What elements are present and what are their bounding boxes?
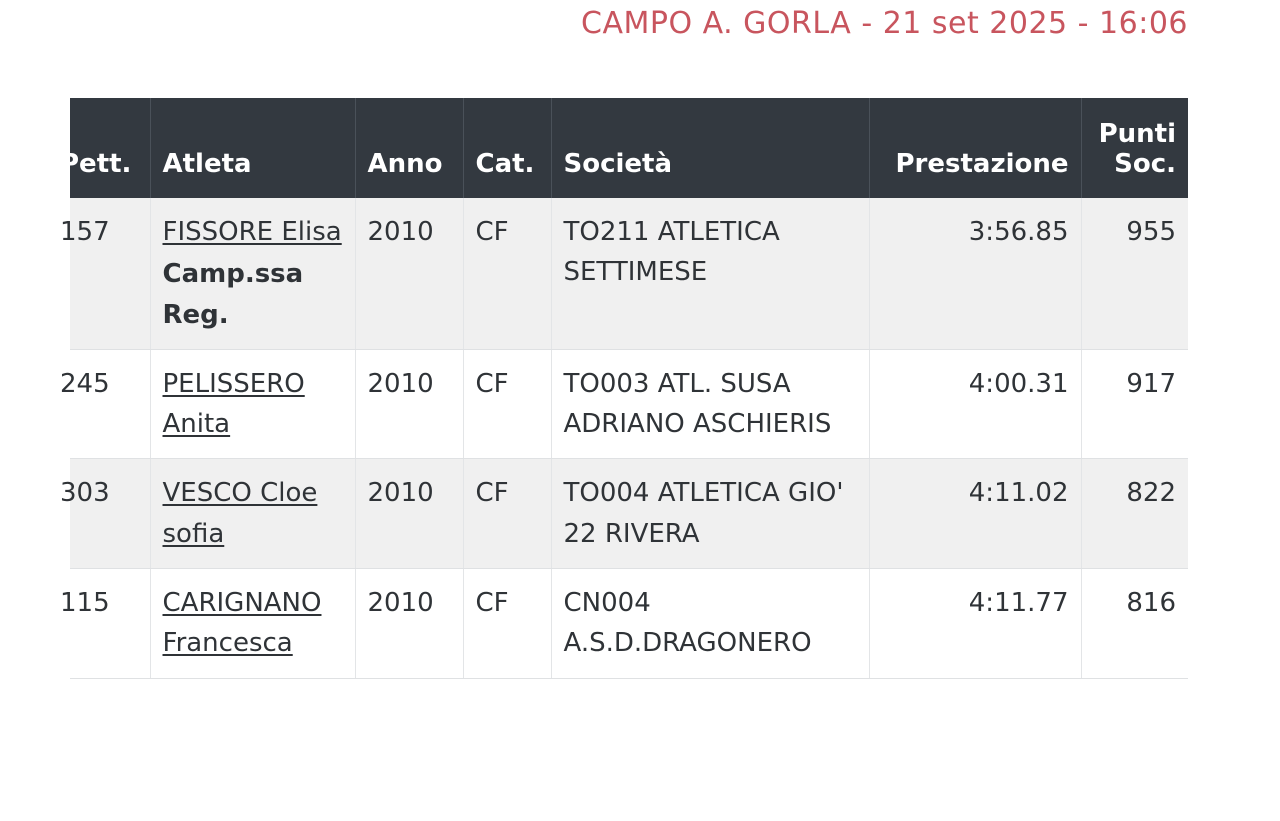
column-header-prestazione[interactable] (869, 98, 1081, 198)
table-row (70, 459, 1188, 569)
column-header-atleta-label: Atleta (162, 149, 252, 180)
table-row (70, 349, 1188, 459)
results-table-container (60, 98, 1188, 679)
cell-societa: TO004 ATLETICA GIO' 22 RIVERA (551, 459, 869, 569)
column-header-anno[interactable] (355, 98, 463, 198)
table-body (60, 198, 1188, 678)
cell-cat: CF (463, 349, 551, 459)
cell-prestazione: 4:11.77 (869, 569, 1081, 679)
column-header-pett[interactable] (60, 98, 150, 198)
cell-atleta (150, 459, 355, 569)
cell-cat: CF (463, 198, 551, 349)
column-header-cat[interactable] (463, 98, 551, 198)
cell-punti-soc: 917 (1081, 349, 1188, 459)
cell-pett (60, 349, 150, 459)
athlete-link[interactable]: CARIGNANO Francesca (162, 588, 322, 659)
cell-atleta (150, 569, 355, 679)
athlete-link[interactable]: FISSORE Elisa (162, 217, 342, 247)
pett-value: 245 (60, 368, 110, 399)
table-row (70, 569, 1188, 679)
column-header-atleta[interactable] (150, 98, 355, 198)
pett-value: 157 (60, 217, 110, 247)
results-table (60, 98, 1188, 679)
cell-punti-soc: 816 (1081, 569, 1188, 679)
cell-anno: 2010 (355, 569, 463, 679)
column-header-anno-label: Anno (367, 149, 443, 180)
athlete-link[interactable]: PELISSERO Anita (162, 368, 305, 440)
pett-value: 303 (60, 478, 110, 509)
column-header-pett-label: Pett. (60, 149, 132, 180)
cell-prestazione: 3:56.85 (869, 198, 1081, 349)
cell-prestazione: 4:11.02 (869, 459, 1081, 569)
cell-societa: CN004 A.S.D.DRAGONERO (551, 569, 869, 679)
column-header-prestazione-label: Prestazione (895, 149, 1069, 180)
cell-atleta (150, 198, 355, 349)
cell-prestazione: 4:00.31 (869, 349, 1081, 459)
cell-anno: 2010 (355, 349, 463, 459)
table-header (60, 98, 1188, 198)
column-header-cat-label: Cat. (475, 149, 535, 180)
cell-pett (60, 459, 150, 569)
athlete-note: Camp.ssa Reg. (162, 259, 304, 330)
athlete-link[interactable]: VESCO Cloe sofia (162, 478, 318, 549)
pett-value: 115 (60, 588, 110, 619)
cell-societa: TO211 ATLETICA SETTIMESE (551, 198, 869, 349)
cell-punti-soc: 822 (1081, 459, 1188, 569)
table-row (70, 198, 1188, 349)
cell-atleta (150, 349, 355, 459)
column-header-punti-soc[interactable] (1081, 98, 1188, 198)
cell-punti-soc: 955 (1081, 198, 1188, 349)
column-header-punti-line1: Punti (1098, 119, 1176, 150)
table-header-row (70, 98, 1188, 198)
cell-anno: 2010 (355, 198, 463, 349)
column-header-societa-label: Società (563, 149, 673, 180)
cell-pett (60, 198, 150, 349)
cell-pett (60, 569, 150, 679)
cell-societa: TO003 ATL. SUSA ADRIANO ASCHIERIS (551, 349, 869, 459)
cell-anno: 2010 (355, 459, 463, 569)
cell-cat: CF (463, 569, 551, 679)
page-title: CAMPO A. GORLA - 21 set 2025 - 16:06 (581, 6, 1188, 41)
cell-cat: CF (463, 459, 551, 569)
column-header-punti-line2: Soc. (1114, 149, 1176, 180)
column-header-societa[interactable] (551, 98, 869, 198)
